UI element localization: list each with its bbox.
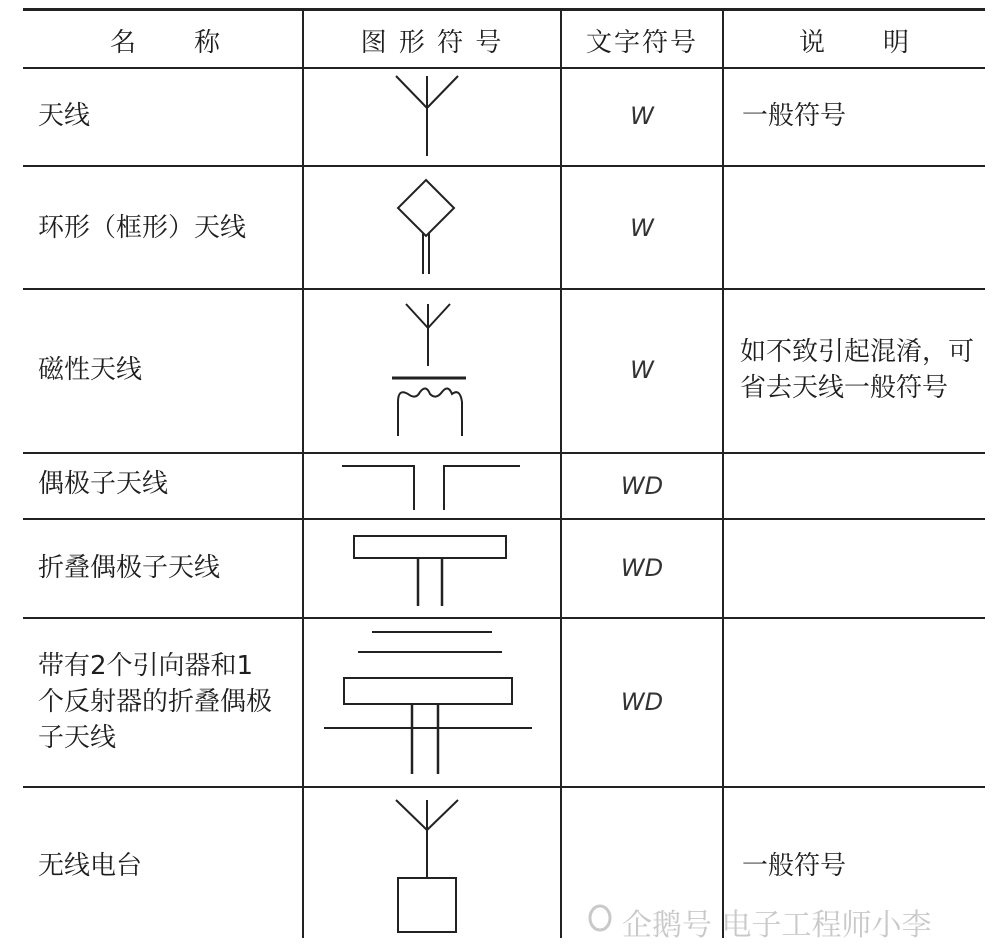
header-symbol: 图 形 符 号 (360, 28, 504, 58)
row-divider (23, 786, 985, 788)
table-top-border (23, 8, 985, 11)
antenna-general-icon (390, 72, 470, 162)
folded-dipole-antenna-icon (350, 532, 510, 608)
radio-station-icon (390, 796, 470, 938)
magnetic-antenna-icon (390, 298, 480, 446)
row-divider (23, 165, 985, 167)
dipole-antenna-icon (340, 462, 522, 514)
row-code: WD (620, 688, 664, 716)
watermark-text: 企鹅号 电子工程师小李 (622, 908, 932, 943)
row-name: 折叠偶极子天线 (38, 553, 221, 583)
header-code: 文字符号 (585, 28, 698, 58)
row-name: 环形（框形）天线 (38, 213, 247, 243)
row-code: W (630, 102, 654, 130)
row-note: 一般符号 (742, 101, 847, 131)
row-code: W (630, 356, 654, 384)
yagi-folded-dipole-antenna-icon (322, 626, 536, 778)
row-note: 一般符号 (742, 851, 847, 881)
row-name: 磁性天线 (38, 355, 143, 385)
row-note: 如不致引起混淆，可 省去天线一般符号 (740, 337, 975, 403)
row-name: 偶极子天线 (38, 469, 169, 499)
row-divider (23, 617, 985, 619)
row-code: WD (620, 554, 664, 582)
penguin-logo-icon (585, 902, 615, 932)
row-divider (23, 288, 985, 290)
header-name: 名 称 (109, 28, 222, 58)
header-note: 说 明 (798, 28, 911, 58)
row-name: 带有2个引向器和1 个反射器的折叠偶极 子天线 (38, 651, 273, 753)
row-divider (23, 518, 985, 520)
row-code: W (630, 214, 654, 242)
column-divider (722, 9, 724, 938)
row-name: 天线 (38, 101, 91, 131)
loop-antenna-icon (390, 176, 470, 280)
header-divider (23, 67, 985, 69)
column-divider (302, 9, 304, 938)
row-divider (23, 452, 985, 454)
row-code: WD (620, 472, 664, 500)
row-name: 无线电台 (38, 851, 143, 881)
